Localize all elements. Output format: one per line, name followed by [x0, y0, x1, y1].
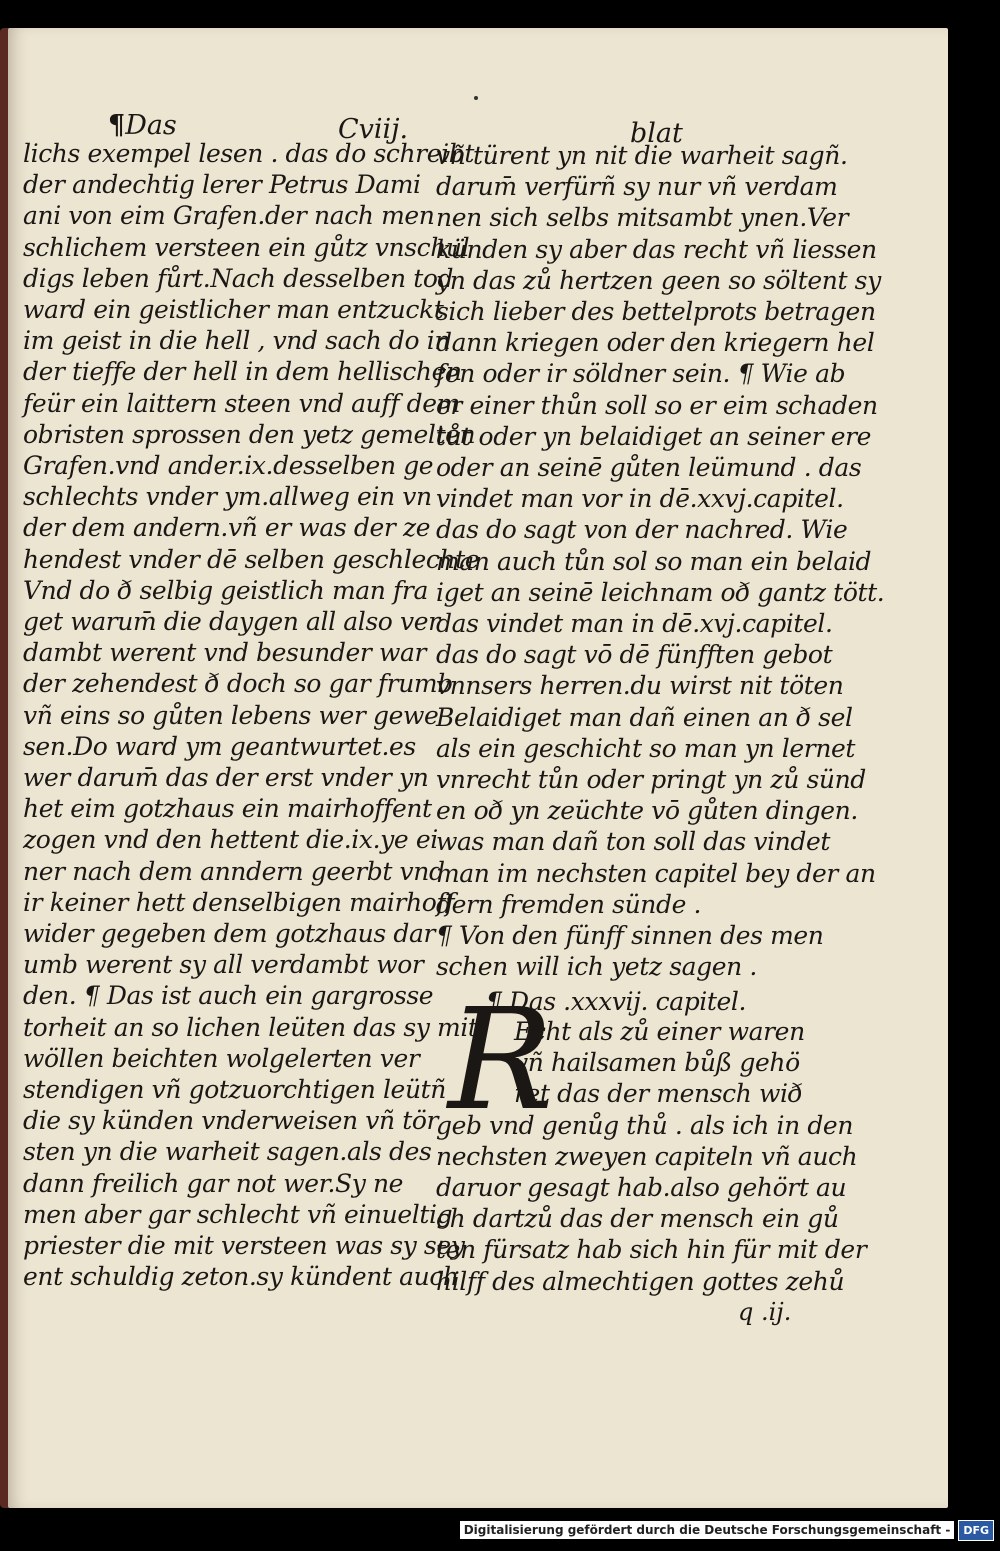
- text-line: ward ein geistlicher man entzuckt: [23, 295, 444, 324]
- text-line: wer darum̄ das der erst vnder yn: [23, 763, 429, 792]
- text-line: Echt als zů einer waren: [514, 1017, 805, 1046]
- text-line: fen oder ir söldner sein. ¶ Wie ab: [436, 359, 846, 389]
- text-line: er einer thůn soll so er eim schaden: [436, 390, 878, 420]
- text-line: den. ¶ Das ist auch ein gargrosse: [23, 981, 434, 1011]
- text-line: lichs exempel lesen . das do schreibt: [23, 139, 474, 168]
- text-line: nechsten zweyen capiteln vñ auch: [436, 1141, 858, 1171]
- folio-number: Cviij.: [338, 114, 409, 145]
- running-head-word: blat: [630, 118, 683, 149]
- text-line: als ein geschicht so man yn lernet: [436, 733, 856, 763]
- text-line: der tieffe der hell in dem hellischen: [23, 357, 462, 387]
- text-line: vnrecht tůn oder pringt yn zů sünd: [436, 765, 866, 794]
- text-line: im geist in die hell , vnd sach do in: [23, 326, 451, 356]
- text-line: Belaidiget man dañ einen an ð sel: [436, 702, 853, 732]
- text-line: dann freilich gar not wer.Sy ne: [23, 1168, 404, 1198]
- text-line: feür ein laittern steen vnd auff dem: [23, 388, 460, 418]
- text-line: digs leben fůrt.Nach desselben tod: [23, 263, 454, 293]
- text-line: das vindet man in dē.xvj.capitel.: [436, 609, 833, 638]
- text-line: zogen vnd den hettent die.ix.ye ei: [23, 825, 438, 855]
- text-line: der zehendest ð doch so gar frumb: [23, 669, 453, 699]
- text-line: en oð yn zeüchte vō gůten dingen.: [436, 796, 858, 826]
- text-line: Grafen.vnd ander.ix.desselben ge: [23, 451, 434, 480]
- text-line: obristen sprossen den yetz gemelten: [23, 419, 476, 449]
- text-line: iget an seinē leichnam oð gantz tött.: [436, 577, 885, 607]
- text-line: daruor gesagt hab.also gehört au: [436, 1173, 847, 1202]
- text-line: hilff des almechtigen gottes zehů: [436, 1266, 845, 1296]
- chapter-heading: ¶ Das .xxxvij. capitel.: [486, 987, 747, 1016]
- text-line: schlechts vnder ym.allweg ein vn: [23, 482, 432, 512]
- text-line: ir keiner hett denselbigen mairhoff: [23, 887, 455, 917]
- text-line: hendest vnder dē selben geschlechte: [23, 544, 480, 574]
- signature-mark: q .ij.: [738, 1298, 792, 1326]
- text-line: sich lieber des bettelprots betragen: [436, 297, 876, 326]
- text-line: das do sagt von der nachred. Wie: [436, 515, 848, 545]
- text-line: umb werent sy all verdambt wor: [23, 950, 424, 980]
- text-line: het eim gotzhaus ein mairhoffent: [23, 794, 432, 824]
- text-line: torheit an so lichen leüten das sy mit: [23, 1012, 478, 1042]
- dfg-logo-icon: DFG: [958, 1520, 994, 1541]
- text-line: die sy künden vnderweisen vñ tör: [23, 1106, 439, 1136]
- text-line: man im nechsten capitel bey der an: [436, 858, 876, 888]
- text-line: vnnsers herren.du wirst nit töten: [436, 671, 844, 701]
- text-line: vñ eins so gůten lebens wer gewe: [23, 700, 439, 730]
- text-line: wider gegeben dem gotzhaus dar: [23, 919, 435, 948]
- text-line: der dem andern.vñ er was der ze: [23, 513, 431, 543]
- text-line: ret das der mensch wið: [514, 1079, 803, 1109]
- text-line: dambt werent vnd besunder war: [23, 638, 426, 668]
- text-line: geb vnd genůg thů . als ich in den: [436, 1110, 854, 1140]
- text-line: der andechtig lerer Petrus Dami: [23, 170, 421, 200]
- text-line: yn das zů hertzen geen so söltent sy: [436, 265, 881, 295]
- drop-cap: R: [448, 979, 554, 1142]
- text-line: tůt oder yn belaidiget an seiner ere: [436, 421, 872, 451]
- text-line: ch dartzů das der mensch ein gů: [436, 1204, 839, 1234]
- text-line: priester die mit versteen was sy sey: [23, 1231, 465, 1260]
- text-line: wöllen beichten wolgelerten ver: [23, 1043, 420, 1073]
- section-marker: ¶Das: [108, 110, 177, 141]
- text-line: oder an seinē gůten leümund . das: [436, 453, 862, 482]
- ink-dot: [474, 96, 478, 100]
- text-line: men aber gar schlecht vñ einueltig: [23, 1199, 453, 1229]
- pilcrow-icon: ¶: [108, 110, 126, 141]
- text-line: man auch tůn sol so man ein belaid: [436, 546, 872, 576]
- text-line: schen will ich yetz sagen .: [436, 952, 757, 982]
- text-line: vñ hailsamen bůß gehö: [514, 1048, 800, 1078]
- text-line: dern fremden sünde .: [436, 889, 702, 919]
- text-line: das do sagt vō dē fünfften gebot: [436, 640, 833, 670]
- text-line: darum̄ verfürñ sy nur vñ verdam: [436, 172, 838, 202]
- text-line: vñ türent yn nit die warheit sagñ.: [436, 141, 848, 170]
- text-line: stendigen vñ gotzuorchtigen leütñ: [23, 1075, 446, 1104]
- text-line: vindet man vor in dē.xxvj.capitel.: [436, 484, 844, 514]
- text-line: ent schuldig zeton.sy kündent auch: [23, 1262, 459, 1292]
- text-line: ani von eim Grafen.der nach men: [23, 201, 435, 231]
- text-line: ten fürsatz hab sich hin für mit der: [436, 1235, 867, 1265]
- text-line: künden sy aber das recht vñ liessen: [436, 234, 877, 264]
- funding-notice: Digitalisierung gefördert durch die Deutsche Forschungsgemeinschaft -: [460, 1521, 955, 1539]
- text-line: nen sich selbs mitsambt ynen.Ver: [436, 203, 849, 233]
- text-line: ¶ Von den fünff sinnen des men: [436, 921, 824, 950]
- text-line: was man dañ ton soll das vindet: [436, 827, 831, 857]
- text-line: sen.Do ward ym geantwurtet.es: [23, 731, 416, 761]
- footer: [460, 1517, 994, 1543]
- text-line: ner nach dem anndern geerbt vnd: [23, 856, 445, 886]
- book-page: [8, 28, 948, 1508]
- text-line: sten yn die warheit sagen.als des: [23, 1137, 432, 1167]
- text-line: get warum̄ die daygen all also ver: [23, 607, 440, 636]
- text-line: Vnd do ð selbig geistlich man fra: [23, 575, 428, 605]
- text-line: schlichem versteen ein gůtz vnschul: [23, 232, 470, 262]
- text-line: dann kriegen oder den kriegern hel: [436, 328, 875, 358]
